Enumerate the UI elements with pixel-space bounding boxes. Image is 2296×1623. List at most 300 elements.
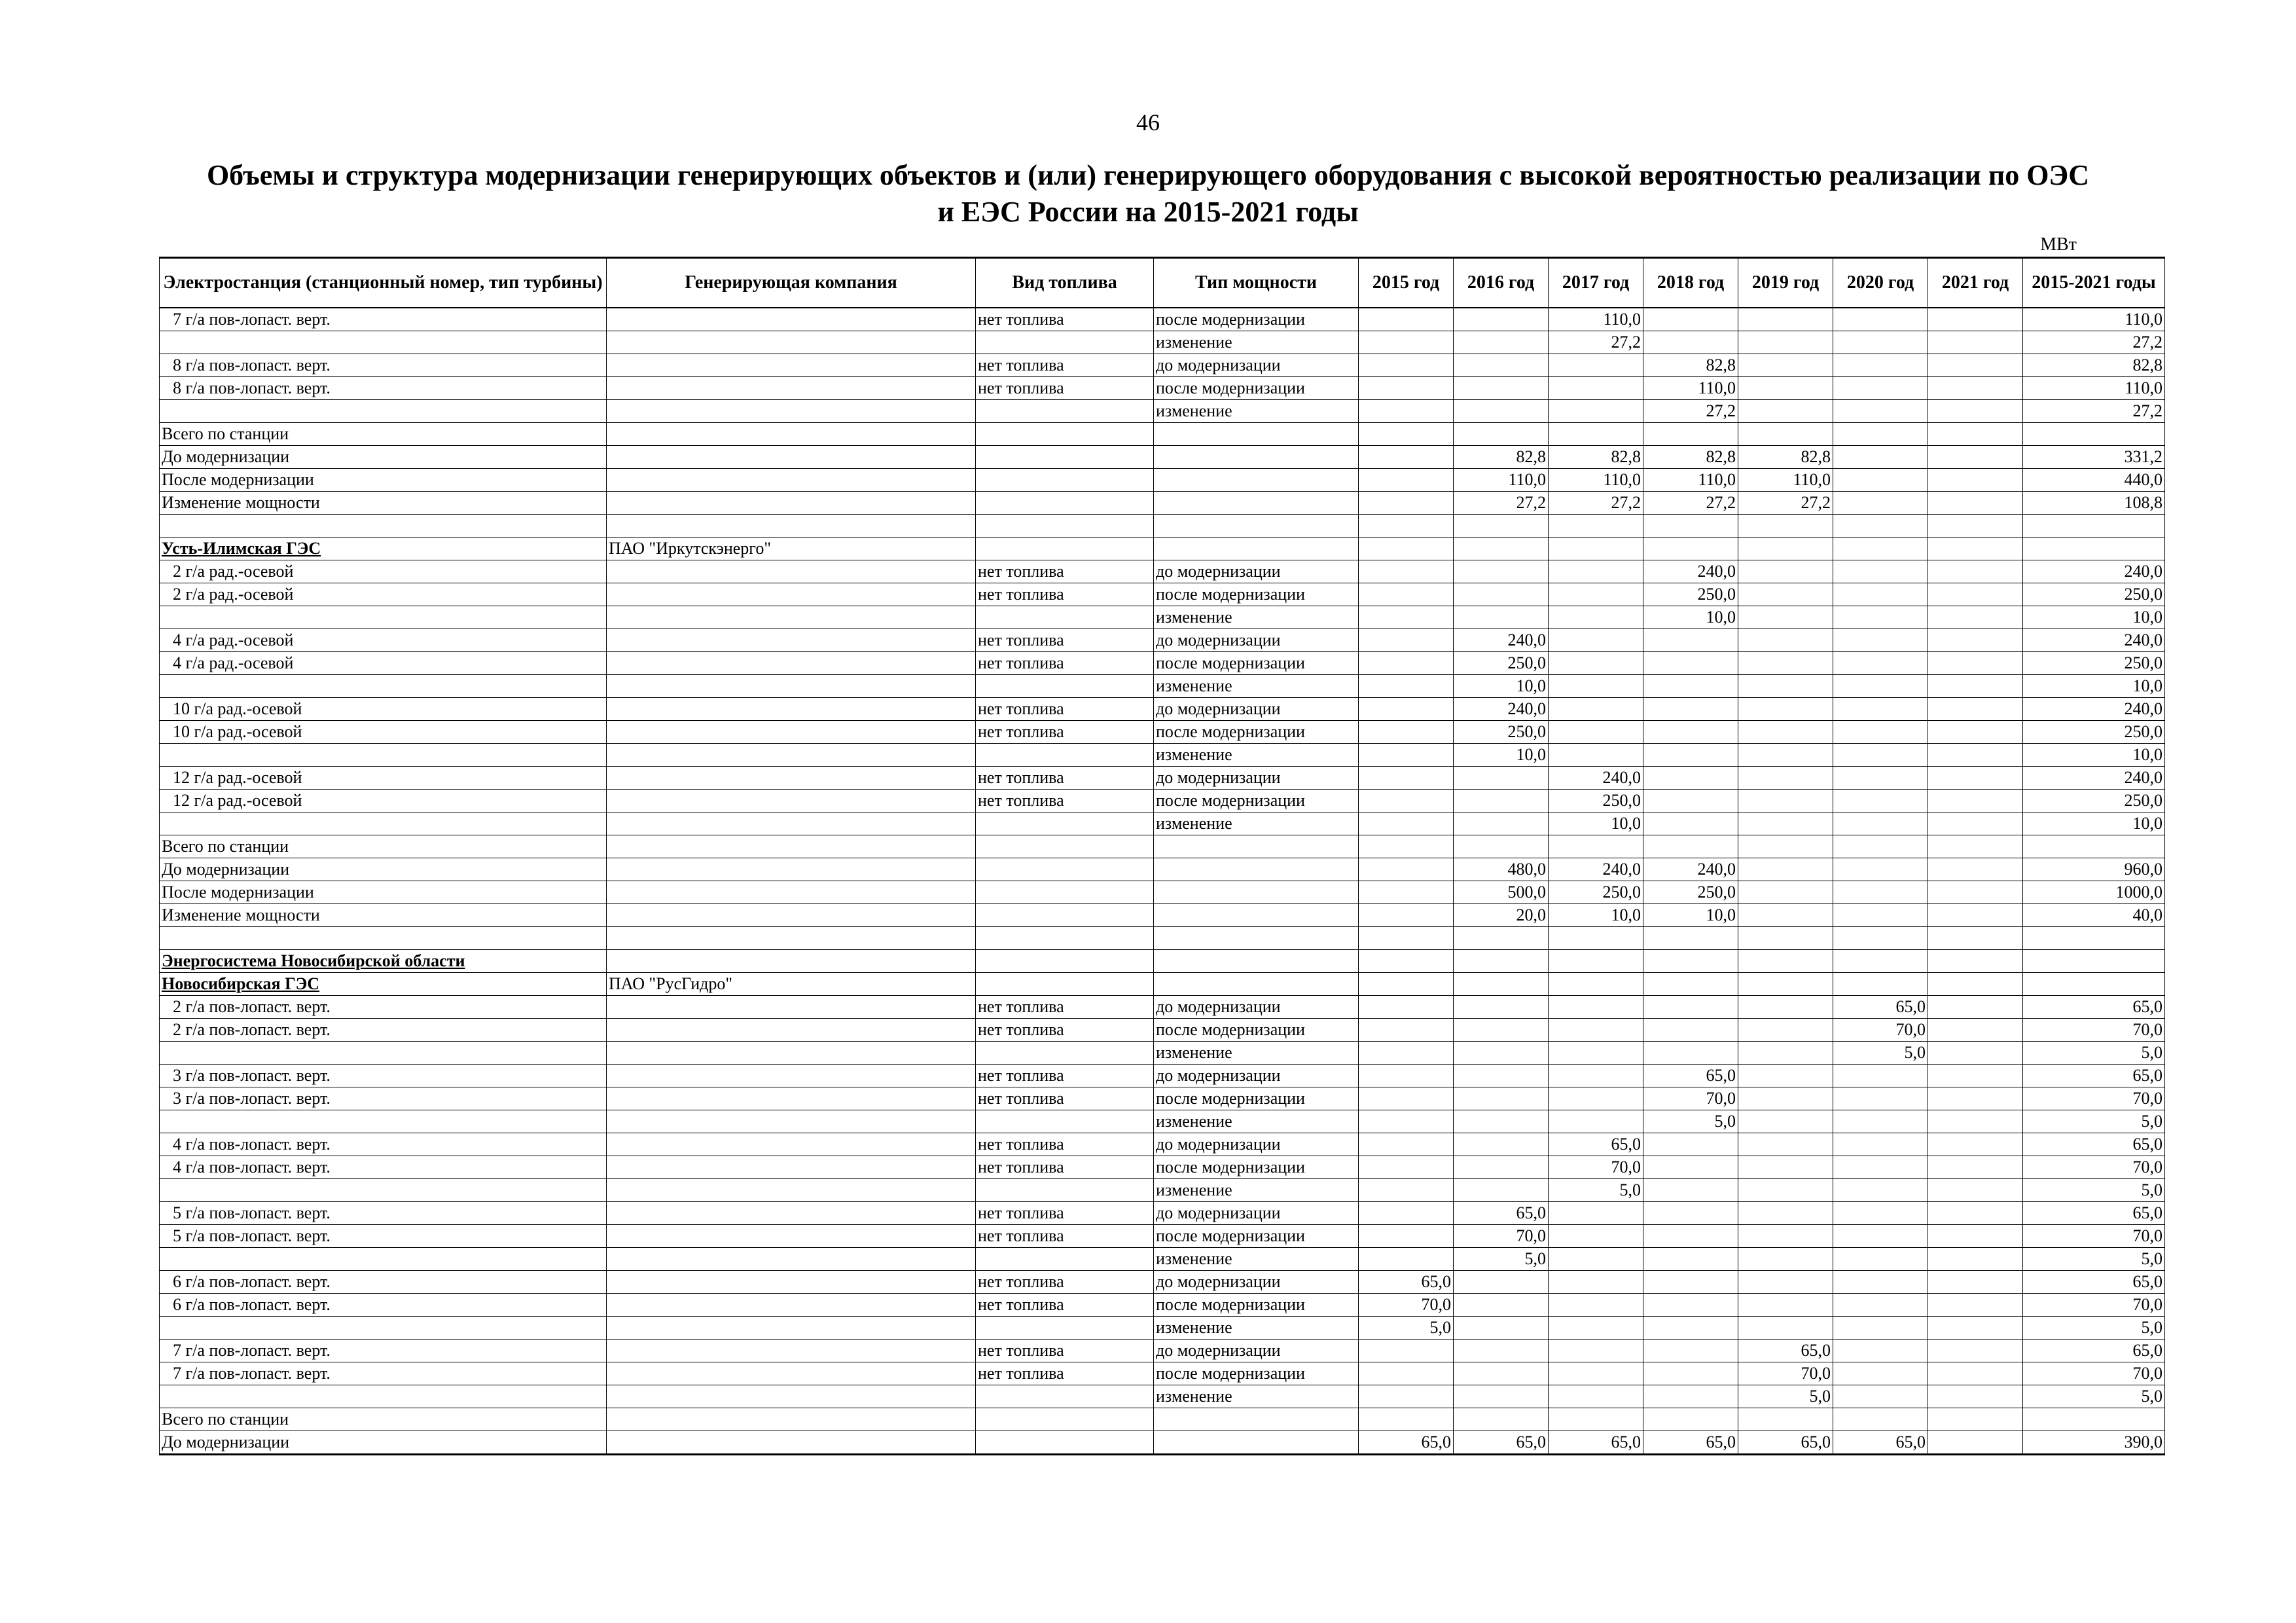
station-cell: Всего по станции <box>160 1408 607 1431</box>
value-2016-cell <box>1454 812 1549 835</box>
table-row <box>160 1065 2165 1087</box>
value-2016-cell: 70,0 <box>1454 1225 1549 1248</box>
total-cell: 65,0 <box>2023 1340 2165 1362</box>
value-2015-cell <box>1359 515 1454 538</box>
value-2015-cell <box>1359 721 1454 744</box>
value-2020-cell <box>1833 1225 1928 1248</box>
value-2018-cell <box>1643 767 1738 790</box>
value-2021-cell <box>1928 698 2023 721</box>
capacity-type-cell: после модернизации <box>1154 377 1359 400</box>
value-2021-cell <box>1928 927 2023 950</box>
value-2018-cell <box>1643 790 1738 812</box>
value-2019-cell: 82,8 <box>1738 446 1833 469</box>
value-2020-cell <box>1833 492 1928 515</box>
header-fuel: Вид топлива <box>976 258 1154 308</box>
total-cell: 108,8 <box>2023 492 2165 515</box>
table-header-row <box>160 258 2165 308</box>
value-2019-cell <box>1738 881 1833 904</box>
company-cell <box>607 1065 976 1087</box>
capacity-type-cell: до модернизации <box>1154 1133 1359 1156</box>
value-2015-cell <box>1359 744 1454 767</box>
capacity-type-cell <box>1154 446 1359 469</box>
table-row <box>160 1202 2165 1225</box>
value-2017-cell: 27,2 <box>1549 331 1643 354</box>
value-2017-cell <box>1549 560 1643 583</box>
value-2015-cell <box>1359 812 1454 835</box>
fuel-cell: нет топлива <box>976 1362 1154 1385</box>
total-cell: 70,0 <box>2023 1019 2165 1042</box>
company-cell <box>607 675 976 698</box>
value-2017-cell <box>1549 1317 1643 1340</box>
value-2016-cell <box>1454 1087 1549 1110</box>
value-2019-cell <box>1738 1179 1833 1202</box>
total-cell: 10,0 <box>2023 812 2165 835</box>
total-cell <box>2023 950 2165 973</box>
value-2015-cell <box>1359 927 1454 950</box>
value-2021-cell <box>1928 1110 2023 1133</box>
value-2016-cell <box>1454 606 1549 629</box>
value-2020-cell <box>1833 354 1928 377</box>
fuel-cell <box>976 1110 1154 1133</box>
station-cell: 4 г/а пов-лопаст. верт. <box>160 1156 607 1179</box>
value-2018-cell <box>1643 1294 1738 1317</box>
value-2019-cell <box>1738 721 1833 744</box>
value-2020-cell <box>1833 308 1928 331</box>
table-row <box>160 1317 2165 1340</box>
value-2015-cell <box>1359 698 1454 721</box>
table-body <box>160 308 2165 1455</box>
value-2021-cell <box>1928 744 2023 767</box>
total-cell <box>2023 1408 2165 1431</box>
header-2015: 2015 год <box>1359 258 1454 308</box>
fuel-cell: нет топлива <box>976 377 1154 400</box>
value-2017-cell: 10,0 <box>1549 812 1643 835</box>
value-2020-cell <box>1833 675 1928 698</box>
value-2021-cell <box>1928 583 2023 606</box>
value-2020-cell <box>1833 377 1928 400</box>
value-2015-cell <box>1359 1385 1454 1408</box>
value-2017-cell <box>1549 1340 1643 1362</box>
value-2015-cell <box>1359 583 1454 606</box>
value-2019-cell <box>1738 377 1833 400</box>
company-cell <box>607 698 976 721</box>
value-2019-cell: 5,0 <box>1738 1385 1833 1408</box>
total-cell: 440,0 <box>2023 469 2165 492</box>
value-2015-cell <box>1359 858 1454 881</box>
table-row <box>160 744 2165 767</box>
value-2019-cell <box>1738 1271 1833 1294</box>
value-2018-cell <box>1643 1408 1738 1431</box>
value-2016-cell <box>1454 1019 1549 1042</box>
table-row <box>160 1042 2165 1065</box>
fuel-cell <box>976 446 1154 469</box>
capacity-type-cell: изменение <box>1154 812 1359 835</box>
value-2015-cell: 70,0 <box>1359 1294 1454 1317</box>
value-2016-cell <box>1454 423 1549 446</box>
fuel-cell <box>976 423 1154 446</box>
total-cell: 65,0 <box>2023 1202 2165 1225</box>
station-cell: 5 г/а пов-лопаст. верт. <box>160 1225 607 1248</box>
capacity-type-cell: до модернизации <box>1154 560 1359 583</box>
value-2018-cell: 10,0 <box>1643 904 1738 927</box>
station-cell: 5 г/а пов-лопаст. верт. <box>160 1202 607 1225</box>
station-cell: 7 г/а пов-лопаст. верт. <box>160 1362 607 1385</box>
value-2019-cell <box>1738 973 1833 996</box>
value-2016-cell: 240,0 <box>1454 698 1549 721</box>
value-2017-cell <box>1549 1362 1643 1385</box>
total-cell: 240,0 <box>2023 560 2165 583</box>
value-2015-cell <box>1359 423 1454 446</box>
value-2016-cell <box>1454 973 1549 996</box>
value-2019-cell <box>1738 354 1833 377</box>
company-cell <box>607 560 976 583</box>
value-2017-cell <box>1549 721 1643 744</box>
value-2020-cell: 5,0 <box>1833 1042 1928 1065</box>
value-2020-cell <box>1833 812 1928 835</box>
fuel-cell: нет топлива <box>976 1340 1154 1362</box>
value-2020-cell <box>1833 1179 1928 1202</box>
fuel-cell <box>976 1042 1154 1065</box>
company-cell <box>607 1133 976 1156</box>
value-2018-cell <box>1643 698 1738 721</box>
table-row <box>160 560 2165 583</box>
value-2015-cell <box>1359 400 1454 423</box>
company-cell <box>607 308 976 331</box>
value-2016-cell <box>1454 1408 1549 1431</box>
value-2015-cell <box>1359 377 1454 400</box>
table-row <box>160 1294 2165 1317</box>
value-2017-cell <box>1549 744 1643 767</box>
capacity-type-cell <box>1154 927 1359 950</box>
value-2015-cell <box>1359 308 1454 331</box>
value-2018-cell <box>1643 331 1738 354</box>
capacity-type-cell: до модернизации <box>1154 996 1359 1019</box>
value-2017-cell: 250,0 <box>1549 790 1643 812</box>
value-2021-cell <box>1928 1385 2023 1408</box>
table-row <box>160 331 2165 354</box>
value-2016-cell: 10,0 <box>1454 744 1549 767</box>
value-2020-cell <box>1833 858 1928 881</box>
total-cell: 5,0 <box>2023 1317 2165 1340</box>
station-cell <box>160 675 607 698</box>
station-cell: 7 г/а пов-лопаст. верт. <box>160 308 607 331</box>
fuel-cell <box>976 492 1154 515</box>
table-row <box>160 881 2165 904</box>
value-2020-cell <box>1833 446 1928 469</box>
station-cell: 3 г/а пов-лопаст. верт. <box>160 1087 607 1110</box>
value-2017-cell: 27,2 <box>1549 492 1643 515</box>
value-2015-cell <box>1359 950 1454 973</box>
fuel-cell: нет топлива <box>976 583 1154 606</box>
header-2016: 2016 год <box>1454 258 1549 308</box>
value-2020-cell <box>1833 583 1928 606</box>
value-2017-cell <box>1549 606 1643 629</box>
table-row <box>160 1019 2165 1042</box>
value-2017-cell: 240,0 <box>1549 767 1643 790</box>
station-cell: После модернизации <box>160 469 607 492</box>
company-cell <box>607 1248 976 1271</box>
fuel-cell: нет топлива <box>976 698 1154 721</box>
value-2017-cell <box>1549 1110 1643 1133</box>
table-row <box>160 492 2165 515</box>
fuel-cell: нет топлива <box>976 354 1154 377</box>
company-cell <box>607 354 976 377</box>
value-2015-cell <box>1359 1408 1454 1431</box>
value-2018-cell <box>1643 675 1738 698</box>
value-2018-cell <box>1643 1340 1738 1362</box>
value-2021-cell <box>1928 377 2023 400</box>
value-2015-cell <box>1359 560 1454 583</box>
value-2020-cell <box>1833 469 1928 492</box>
company-cell <box>607 377 976 400</box>
table-row <box>160 400 2165 423</box>
table-row <box>160 515 2165 538</box>
value-2016-cell <box>1454 1133 1549 1156</box>
value-2020-cell <box>1833 1340 1928 1362</box>
value-2020-cell <box>1833 881 1928 904</box>
station-cell: 12 г/а рад.-осевой <box>160 767 607 790</box>
table-row <box>160 1156 2165 1179</box>
value-2020-cell <box>1833 515 1928 538</box>
value-2020-cell: 65,0 <box>1833 996 1928 1019</box>
value-2017-cell: 82,8 <box>1549 446 1643 469</box>
capacity-type-cell: до модернизации <box>1154 1202 1359 1225</box>
value-2017-cell: 250,0 <box>1549 881 1643 904</box>
station-cell <box>160 1248 607 1271</box>
table-row <box>160 538 2165 560</box>
value-2017-cell <box>1549 698 1643 721</box>
value-2017-cell <box>1549 400 1643 423</box>
value-2017-cell <box>1549 1271 1643 1294</box>
station-cell: 8 г/а пов-лопаст. верт. <box>160 377 607 400</box>
table-row <box>160 652 2165 675</box>
value-2018-cell <box>1643 1362 1738 1385</box>
total-cell: 70,0 <box>2023 1294 2165 1317</box>
value-2019-cell: 110,0 <box>1738 469 1833 492</box>
value-2021-cell <box>1928 331 2023 354</box>
value-2017-cell <box>1549 927 1643 950</box>
company-cell <box>607 400 976 423</box>
value-2017-cell <box>1549 1225 1643 1248</box>
total-cell: 65,0 <box>2023 996 2165 1019</box>
value-2019-cell <box>1738 744 1833 767</box>
company-cell <box>607 767 976 790</box>
value-2021-cell <box>1928 1179 2023 1202</box>
header-2019: 2019 год <box>1738 258 1833 308</box>
value-2018-cell <box>1643 1317 1738 1340</box>
company-cell <box>607 1385 976 1408</box>
table-row <box>160 1179 2165 1202</box>
station-cell: 6 г/а пов-лопаст. верт. <box>160 1294 607 1317</box>
value-2020-cell <box>1833 423 1928 446</box>
value-2017-cell <box>1549 1248 1643 1271</box>
fuel-cell <box>976 1179 1154 1202</box>
value-2017-cell: 240,0 <box>1549 858 1643 881</box>
value-2019-cell <box>1738 1042 1833 1065</box>
table-row <box>160 767 2165 790</box>
value-2021-cell <box>1928 973 2023 996</box>
total-cell: 1000,0 <box>2023 881 2165 904</box>
company-cell <box>607 469 976 492</box>
station-cell: 6 г/а пов-лопаст. верт. <box>160 1271 607 1294</box>
table-row <box>160 469 2165 492</box>
value-2017-cell <box>1549 423 1643 446</box>
fuel-cell <box>976 1385 1154 1408</box>
company-cell <box>607 629 976 652</box>
table-row <box>160 354 2165 377</box>
capacity-type-cell <box>1154 1408 1359 1431</box>
value-2015-cell <box>1359 1019 1454 1042</box>
capacity-type-cell: после модернизации <box>1154 583 1359 606</box>
table-row <box>160 1385 2165 1408</box>
value-2021-cell <box>1928 560 2023 583</box>
capacity-type-cell: изменение <box>1154 1317 1359 1340</box>
total-cell: 40,0 <box>2023 904 2165 927</box>
value-2019-cell <box>1738 698 1833 721</box>
value-2017-cell <box>1549 1042 1643 1065</box>
header-company: Генерирующая компания <box>607 258 976 308</box>
value-2016-cell <box>1454 354 1549 377</box>
station-cell: Энергосистема Новосибирской области <box>160 950 607 973</box>
value-2016-cell <box>1454 790 1549 812</box>
station-cell <box>160 606 607 629</box>
table-row <box>160 790 2165 812</box>
capacity-type-cell <box>1154 492 1359 515</box>
company-cell <box>607 423 976 446</box>
value-2020-cell <box>1833 1271 1928 1294</box>
value-2017-cell <box>1549 652 1643 675</box>
value-2017-cell <box>1549 1202 1643 1225</box>
fuel-cell: нет топлива <box>976 652 1154 675</box>
value-2021-cell <box>1928 1065 2023 1087</box>
value-2019-cell: 65,0 <box>1738 1431 1833 1455</box>
total-cell: 70,0 <box>2023 1362 2165 1385</box>
value-2015-cell <box>1359 1042 1454 1065</box>
page-title-line-1: Объемы и структура модернизации генерирующих объектов и (или) генерирующего оборудования с высокой вероятностью реализации по ОЭС <box>206 159 2090 191</box>
value-2018-cell <box>1643 1042 1738 1065</box>
value-2018-cell <box>1643 1019 1738 1042</box>
value-2020-cell <box>1833 1317 1928 1340</box>
value-2019-cell <box>1738 767 1833 790</box>
value-2021-cell <box>1928 538 2023 560</box>
value-2019-cell <box>1738 652 1833 675</box>
value-2021-cell <box>1928 812 2023 835</box>
value-2016-cell <box>1454 1179 1549 1202</box>
company-cell <box>607 996 976 1019</box>
capacity-type-cell: до модернизации <box>1154 354 1359 377</box>
value-2017-cell <box>1549 515 1643 538</box>
capacity-type-cell: до модернизации <box>1154 1340 1359 1362</box>
value-2016-cell <box>1454 331 1549 354</box>
value-2015-cell <box>1359 1362 1454 1385</box>
value-2021-cell <box>1928 652 2023 675</box>
value-2015-cell: 65,0 <box>1359 1271 1454 1294</box>
capacity-type-cell: до модернизации <box>1154 1271 1359 1294</box>
table-row <box>160 996 2165 1019</box>
value-2021-cell <box>1928 904 2023 927</box>
value-2016-cell <box>1454 927 1549 950</box>
total-cell: 65,0 <box>2023 1065 2165 1087</box>
value-2020-cell <box>1833 1156 1928 1179</box>
value-2018-cell: 82,8 <box>1643 446 1738 469</box>
capacity-type-cell: изменение <box>1154 744 1359 767</box>
value-2018-cell <box>1643 1271 1738 1294</box>
value-2021-cell <box>1928 835 2023 858</box>
total-cell <box>2023 515 2165 538</box>
station-cell <box>160 1317 607 1340</box>
value-2016-cell: 20,0 <box>1454 904 1549 927</box>
value-2015-cell <box>1359 1225 1454 1248</box>
company-cell <box>607 1179 976 1202</box>
value-2020-cell <box>1833 400 1928 423</box>
value-2019-cell <box>1738 927 1833 950</box>
value-2020-cell <box>1833 1294 1928 1317</box>
value-2019-cell <box>1738 583 1833 606</box>
value-2021-cell <box>1928 1087 2023 1110</box>
total-cell: 70,0 <box>2023 1156 2165 1179</box>
station-cell: 3 г/а пов-лопаст. верт. <box>160 1065 607 1087</box>
value-2018-cell <box>1643 950 1738 973</box>
value-2017-cell <box>1549 538 1643 560</box>
company-cell <box>607 583 976 606</box>
station-cell <box>160 331 607 354</box>
value-2015-cell <box>1359 996 1454 1019</box>
table-row <box>160 308 2165 331</box>
value-2016-cell <box>1454 1385 1549 1408</box>
value-2021-cell <box>1928 675 2023 698</box>
value-2015-cell: 65,0 <box>1359 1431 1454 1455</box>
value-2020-cell: 70,0 <box>1833 1019 1928 1042</box>
fuel-cell: нет топлива <box>976 790 1154 812</box>
unit-label: МВт <box>2040 234 2077 255</box>
value-2019-cell <box>1738 812 1833 835</box>
value-2016-cell <box>1454 583 1549 606</box>
fuel-cell <box>976 400 1154 423</box>
value-2018-cell <box>1643 1179 1738 1202</box>
value-2017-cell <box>1549 1385 1643 1408</box>
station-cell: До модернизации <box>160 1431 607 1455</box>
capacity-type-cell: после модернизации <box>1154 1225 1359 1248</box>
value-2019-cell <box>1738 790 1833 812</box>
station-cell <box>160 1179 607 1202</box>
value-2019-cell <box>1738 560 1833 583</box>
value-2016-cell <box>1454 308 1549 331</box>
company-cell <box>607 1087 976 1110</box>
company-cell <box>607 331 976 354</box>
fuel-cell <box>976 927 1154 950</box>
total-cell: 70,0 <box>2023 1225 2165 1248</box>
value-2017-cell <box>1549 1065 1643 1087</box>
value-2020-cell <box>1833 629 1928 652</box>
station-cell: 2 г/а рад.-осевой <box>160 560 607 583</box>
value-2018-cell: 27,2 <box>1643 400 1738 423</box>
value-2015-cell <box>1359 904 1454 927</box>
header-2021: 2021 год <box>1928 258 2023 308</box>
value-2016-cell <box>1454 1271 1549 1294</box>
value-2016-cell <box>1454 1156 1549 1179</box>
value-2019-cell <box>1738 1225 1833 1248</box>
fuel-cell <box>976 1317 1154 1340</box>
value-2019-cell <box>1738 675 1833 698</box>
value-2017-cell: 110,0 <box>1549 308 1643 331</box>
value-2021-cell <box>1928 767 2023 790</box>
capacity-type-cell: изменение <box>1154 1110 1359 1133</box>
value-2019-cell <box>1738 1408 1833 1431</box>
table-row <box>160 606 2165 629</box>
value-2020-cell <box>1833 1065 1928 1087</box>
value-2021-cell <box>1928 606 2023 629</box>
table-row <box>160 423 2165 446</box>
